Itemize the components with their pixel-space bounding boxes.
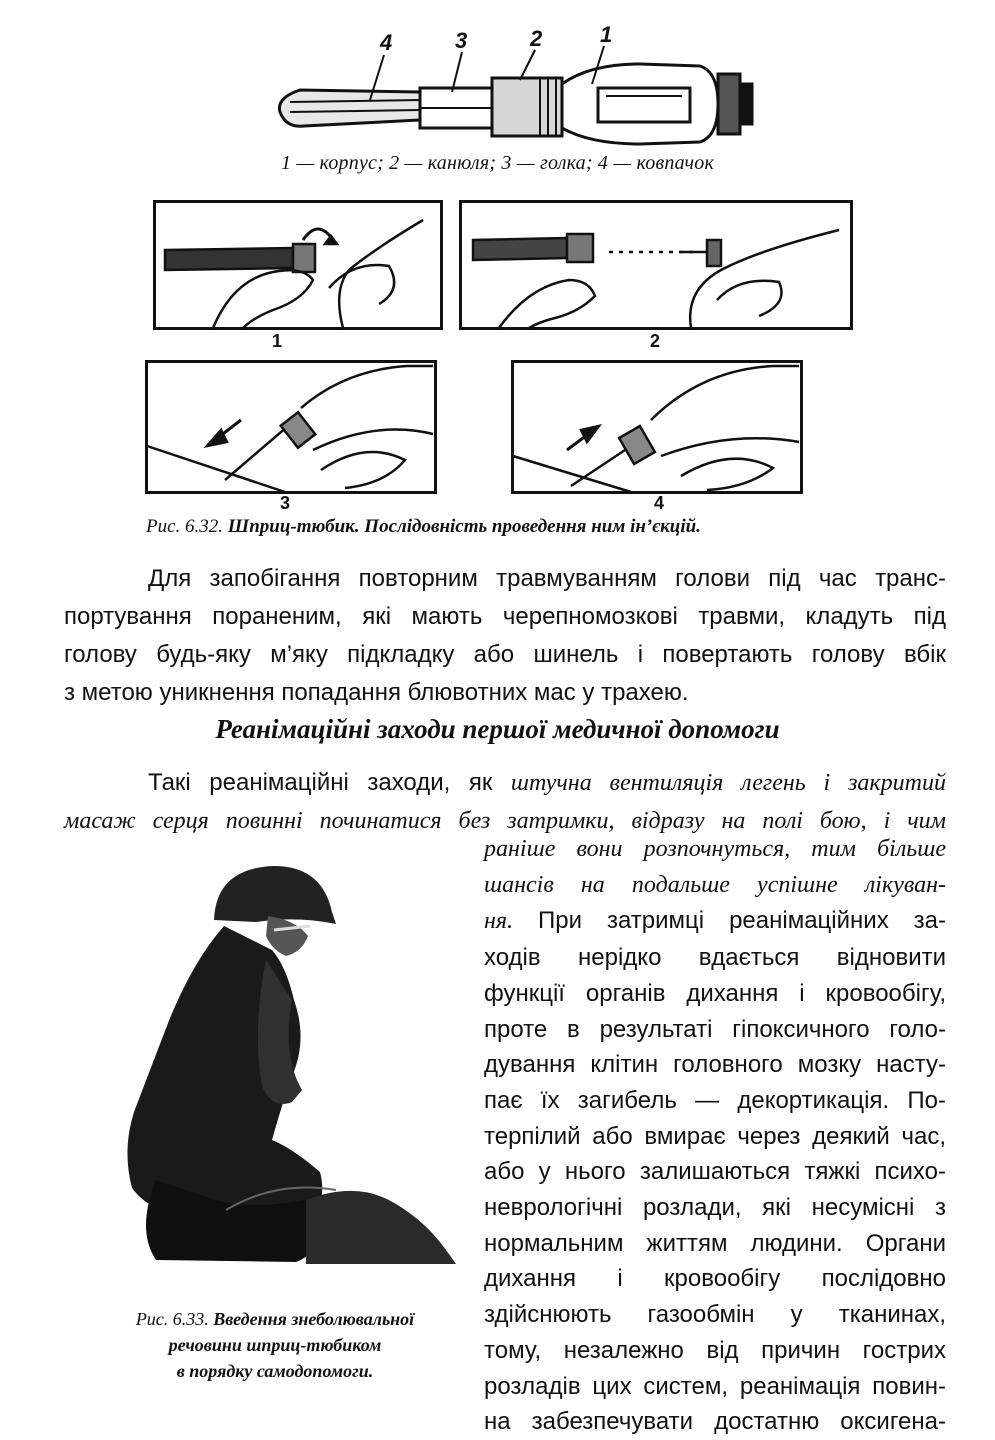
column-line: терпілий або вмирає через деякий час, bbox=[484, 1122, 946, 1150]
column-line-normal-part: При затримці реанімаційних за- bbox=[513, 907, 946, 935]
figure-633-caption bbox=[80, 1306, 470, 1384]
step-panel-4-illustration bbox=[511, 360, 803, 494]
column-line: шансів на подальше успішне лікуван- bbox=[484, 871, 946, 898]
column-line: неврологічні розлади, які несумісні з bbox=[484, 1194, 946, 1222]
step-panel-3-illustration bbox=[145, 360, 437, 494]
column-line: дихання і кровообігу послідовно bbox=[484, 1265, 946, 1293]
step-panel-2-illustration bbox=[459, 200, 853, 330]
column-line: тому, незалежно від причин гострих bbox=[484, 1336, 946, 1364]
part-label-4: 4 bbox=[380, 30, 393, 55]
part-label-3: 3 bbox=[455, 28, 468, 53]
step-number-4: 4 bbox=[654, 493, 665, 513]
paragraph-2-column bbox=[484, 832, 946, 1440]
paragraph-2-line-1-italic: штучна вентиляція легень і закритий bbox=[510, 770, 946, 796]
step-number-3: 3 bbox=[280, 493, 291, 513]
column-line: ходів нерідко вдається відновити bbox=[484, 944, 946, 972]
part-label-1: 1 bbox=[600, 22, 613, 47]
figure-632-caption-title: Шприц-тюбик. Послідовність проведення ним ін’єкцій. bbox=[227, 516, 701, 537]
paragraph-2-line-1 bbox=[64, 764, 946, 802]
column-line: пає їх загибель — декортикація. По- bbox=[484, 1086, 946, 1114]
column-line: розладів цих систем, реанімація повин- bbox=[484, 1372, 946, 1400]
step-number-1: 1 bbox=[272, 331, 283, 351]
column-line: функції органів дихання і кровообігу, bbox=[484, 979, 946, 1007]
figure-633-caption-text-1: Введення знеболювальної bbox=[213, 1309, 415, 1329]
paragraph-1-line: портування пораненим, які мають черепномозкові травми, кладуть під bbox=[64, 603, 946, 630]
soldier-self-injection-photo bbox=[96, 850, 466, 1270]
column-line: або у нього залишаються тяжкі психо- bbox=[484, 1158, 946, 1186]
figure-633-caption-line-3 bbox=[80, 1358, 470, 1384]
paragraph-2-line-1-normal: Такі реанімаційні заходи, як bbox=[148, 769, 511, 796]
column-line: на забезпечувати достатню оксигена- bbox=[484, 1408, 946, 1436]
paragraph-2-line-2: масаж серця повинні починатися без затримки, відразу на полі бою, і чим bbox=[64, 808, 946, 834]
paragraph-1-line: Для запобігання повторним травмуванням голови під час транс- bbox=[148, 565, 946, 592]
figure-632-caption-prefix: Рис. 6.32. bbox=[146, 516, 224, 537]
figure-633-caption-line-1 bbox=[80, 1306, 470, 1332]
paragraph-1 bbox=[64, 560, 946, 712]
syringe-tube-diagram bbox=[0, 0, 995, 150]
paragraph-2-intro bbox=[64, 764, 946, 840]
part-label-2: 2 bbox=[530, 26, 543, 51]
section-heading: Реанімаційні заходи першої медичної допомоги bbox=[215, 714, 780, 744]
step-panel-1-illustration bbox=[153, 200, 443, 330]
column-line: нормальним життям людини. Органи bbox=[484, 1229, 946, 1257]
column-line: здійснюють газообмін у тканинах, bbox=[484, 1301, 946, 1329]
column-line: проте в результаті гіпоксичного голо- bbox=[484, 1015, 946, 1043]
figure-633-caption-text-2: речовини шприц-тюбиком bbox=[168, 1335, 382, 1355]
column-line-italic-part: ня. bbox=[484, 908, 514, 935]
column-line: раніше вони розпочнуться, тим більше bbox=[484, 836, 946, 862]
column-line-mixed bbox=[484, 903, 946, 940]
paragraph-1-line: з метою уникнення попадання блювотних мас у трахею. bbox=[64, 679, 689, 706]
column-line: дування клітин головного мозку насту- bbox=[484, 1051, 946, 1079]
step-number-2: 2 bbox=[650, 331, 661, 351]
figure-633-caption-prefix: Рис. 6.33. bbox=[135, 1309, 209, 1329]
figure-legend: 1 — корпус; 2 — канюля; 3 — голка; 4 — ковпачок bbox=[280, 152, 715, 174]
paragraph-1-line: голову будь-яку м’яку підкладку або шинель і повертають голову вбік bbox=[64, 641, 946, 668]
figure-633-caption-text-3: в порядку самодопомоги. bbox=[176, 1361, 374, 1381]
figure-632-caption bbox=[146, 516, 701, 538]
figure-633-caption-line-2 bbox=[80, 1332, 470, 1358]
